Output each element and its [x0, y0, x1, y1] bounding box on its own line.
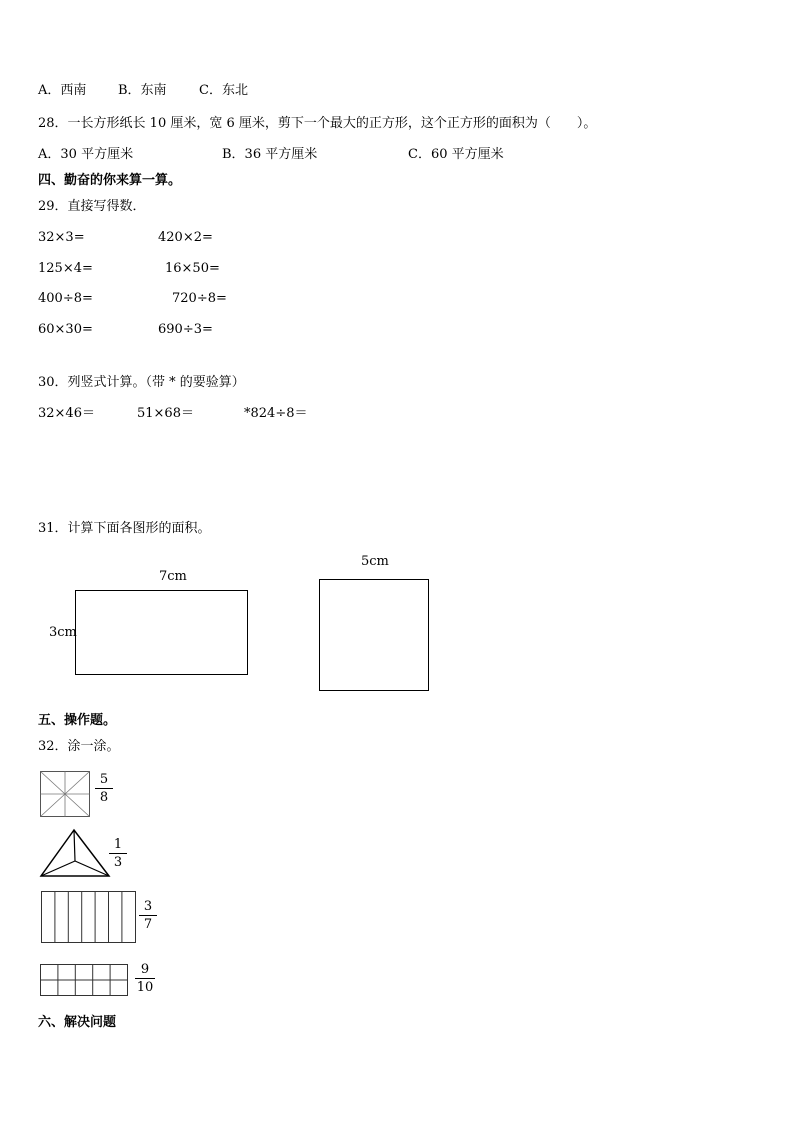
fraction-numerator: 1 [113, 837, 123, 852]
rectangle-10-cells-figure [40, 964, 128, 996]
q27-option-c: C．东北 [199, 83, 248, 98]
fraction-numerator: 9 [140, 962, 150, 977]
fraction-1-3 [109, 837, 127, 870]
fraction-denominator: 3 [113, 855, 123, 870]
q29-item: 690÷3= [158, 322, 213, 337]
fraction-denominator: 10 [136, 980, 154, 995]
square-8-parts-figure [40, 771, 90, 817]
fraction-9-10 [135, 962, 155, 995]
fraction-numerator: 5 [99, 772, 109, 787]
q27-option-a: A．西南 [38, 83, 87, 98]
q31-title: 31．计算下面各图形的面积。 [38, 521, 211, 536]
q28-option-c: C．60 平方厘米 [408, 147, 504, 162]
section-6-title: 六、解决问题 [38, 1015, 117, 1030]
section-4-title: 四、勤奋的你来算一算。 [38, 173, 182, 188]
triangle-3-parts-figure [40, 829, 110, 877]
square-side-label: 5cm [361, 554, 389, 569]
fraction-5-8 [95, 772, 113, 805]
q29-item: 60×30= [38, 322, 93, 337]
q28-option-b: B．36 平方厘米 [222, 147, 318, 162]
q32-title: 32．涂一涂。 [38, 739, 120, 754]
rectangle-7-columns-figure [41, 891, 136, 943]
section-5-title: 五、操作题。 [38, 713, 117, 728]
q29-item: 32×3= [38, 230, 85, 245]
q27-option-b: B．东南 [118, 83, 167, 98]
rect-height-label: 3cm [49, 625, 77, 640]
square-figure [319, 579, 429, 691]
fraction-denominator: 7 [143, 917, 153, 932]
q29-item: 400÷8= [38, 291, 93, 306]
fraction-3-7 [139, 899, 157, 932]
q28-question: 28．一长方形纸长 10 厘米，宽 6 厘米，剪下一个最大的正方形，这个正方形的面积为（ ）。 [38, 116, 597, 131]
q29-item: 420×2= [158, 230, 213, 245]
q29-item: 125×4= [38, 261, 93, 276]
q30-title: 30．列竖式计算。（带 * 的要验算） [38, 375, 245, 390]
q29-item: 720÷8= [172, 291, 227, 306]
rectangle-figure [75, 590, 248, 675]
rect-width-label: 7cm [159, 569, 187, 584]
q29-title: 29．直接写得数． [38, 199, 146, 214]
q29-item: 16×50= [165, 261, 220, 276]
q30-item: *824÷8＝ [244, 406, 308, 421]
q30-item: 51×68＝ [137, 406, 194, 421]
q30-item: 32×46＝ [38, 406, 95, 421]
fraction-denominator: 8 [99, 790, 109, 805]
q28-option-a: A．30 平方厘米 [38, 147, 134, 162]
fraction-numerator: 3 [143, 899, 153, 914]
